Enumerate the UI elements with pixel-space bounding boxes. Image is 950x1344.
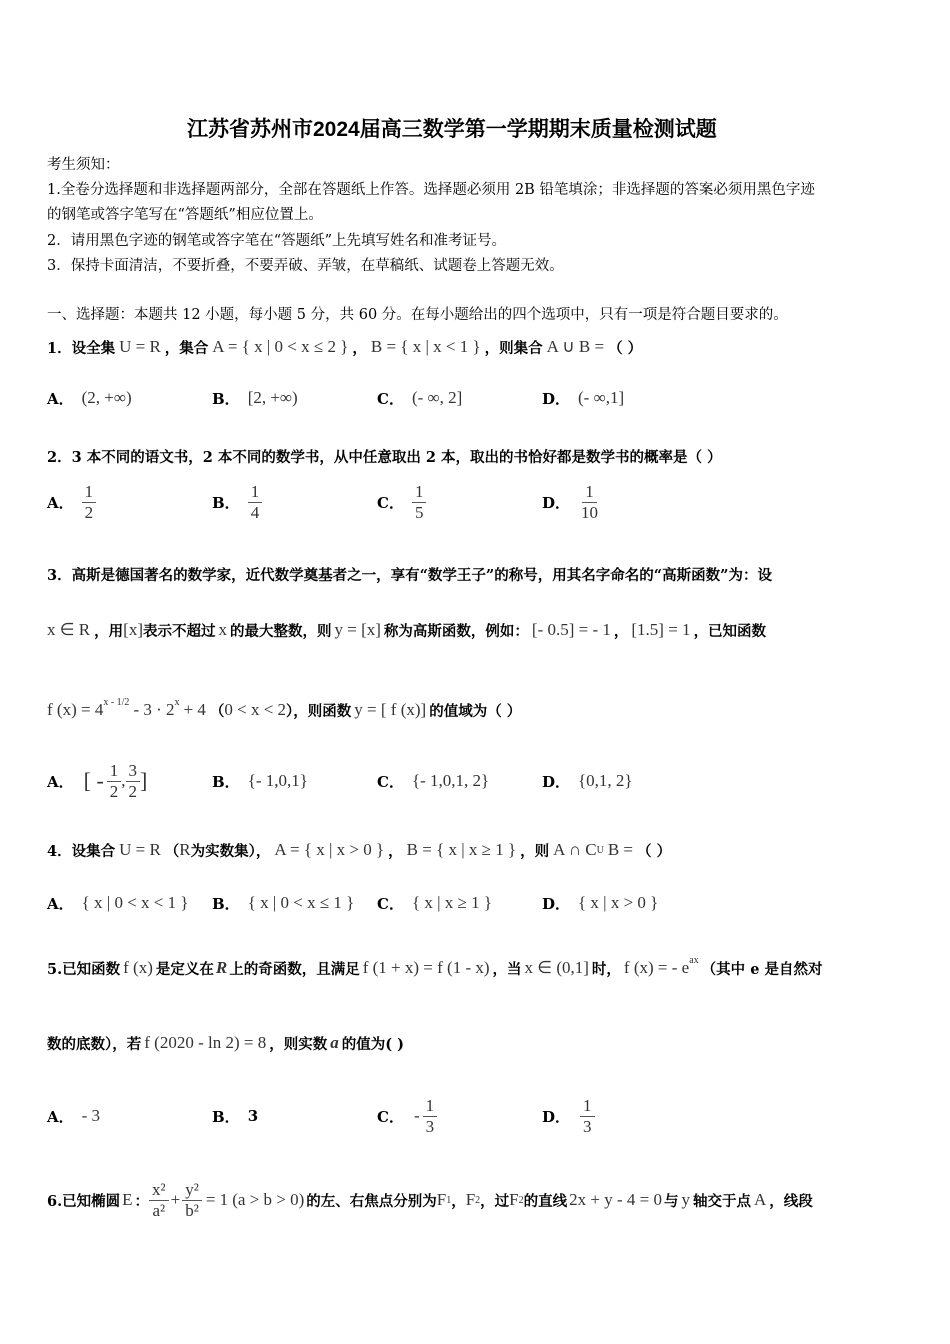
notice-item-1b: 的钢笔或答字笔写在“答题纸”相应位置上。 — [47, 207, 323, 223]
q4-option-b[interactable] — [212, 888, 354, 918]
option-label: D． — [542, 772, 571, 791]
q3-math-exponent: x — [174, 696, 180, 708]
q5-math: f (x) — [123, 958, 153, 977]
q5-option-c[interactable] — [377, 1092, 437, 1140]
q5-option-a[interactable] — [47, 1092, 100, 1140]
option-math: [ - — [83, 768, 104, 793]
q3-math: 0 < x < 2 — [224, 700, 287, 719]
option-label: A． — [47, 389, 74, 408]
q3-math: y = [x] — [334, 620, 381, 639]
q2-option-d[interactable] — [542, 478, 601, 526]
q6-math: A — [753, 1190, 767, 1209]
q4-math: B = { x | x ≥ 1 } — [406, 840, 517, 859]
q5-math: a — [330, 1033, 339, 1052]
q6-math: 2x + y - 4 = 0 — [569, 1190, 662, 1209]
question-5-line-1 — [47, 950, 822, 986]
q1-option-a[interactable] — [47, 383, 132, 413]
q5-math: R — [215, 958, 228, 977]
q6-text: 的直线 — [523, 1192, 568, 1210]
option-label: C． — [377, 493, 404, 512]
option-fraction: $\frac{1}{2}$ — [82, 483, 97, 522]
q6-text: ： — [134, 1192, 150, 1210]
q4-text: 为实数集）， — [190, 842, 271, 860]
option-label: B． — [212, 1107, 240, 1126]
q6-fraction-y: $\frac{\text{y²}}{\text{b²}}$ — [182, 1181, 202, 1220]
q2-option-c[interactable] — [377, 478, 426, 526]
notice-item-3: 3．保持卡面清洁，不要折叠，不要弄破、弄皱，在草稿纸、试题卷上答题无效。 — [47, 258, 564, 274]
q1-text: （ ） — [608, 339, 643, 357]
option-label: D． — [542, 493, 571, 512]
option-math: - 3 — [81, 1106, 101, 1125]
option-fraction: $\frac{1}{10}$ — [581, 481, 599, 522]
q5-math: f (2020 - ln 2) = 8 — [144, 1033, 267, 1052]
q4-math-subscript: U — [596, 844, 604, 856]
option-fraction: $\frac{1}{3}$ — [423, 1097, 438, 1136]
option-math: {0,1, 2} — [578, 771, 633, 790]
q3-option-b[interactable] — [212, 766, 308, 796]
q4-math: U = R — [119, 840, 161, 859]
q1-option-d[interactable] — [542, 383, 624, 413]
option-label: C． — [377, 1107, 404, 1126]
q6-math: F — [509, 1190, 519, 1209]
q5-text: 数的底数），若 — [47, 1035, 142, 1053]
q1-math-set-b: B = { x | x < 1 } — [370, 337, 481, 356]
question-3-line-2 — [47, 612, 766, 648]
q3-math-exponent: x - 1/2 — [103, 696, 130, 708]
q6-math-subscript: 2 — [518, 1194, 524, 1206]
q6-math: + — [170, 1190, 181, 1209]
option-fraction: $\frac{1}{4}$ — [248, 483, 263, 522]
option-label: A． — [47, 772, 74, 791]
q3-text: （ — [209, 702, 225, 720]
q3-math-function: f (x) = 4 — [47, 700, 104, 719]
option-label: B． — [212, 772, 240, 791]
q3-math: + 4 — [183, 700, 206, 719]
q1-text: ， — [352, 339, 367, 357]
notice-item-1a: 1.全卷分选择题和非选择题两部分，全部在答题纸上作答。选择题必须用 2B 铅笔填涂；非选择题的答案必须用黑色字迹 — [47, 182, 815, 198]
q3-math: [- 0.5] = - 1 — [531, 620, 611, 639]
q6-text: 与 — [663, 1192, 679, 1210]
q4-option-a[interactable] — [47, 888, 189, 918]
option-label: B． — [212, 894, 240, 913]
q4-text: （ — [164, 842, 180, 860]
option-math: (- ∞,1] — [578, 388, 625, 407]
q5-option-b[interactable] — [212, 1092, 258, 1140]
option-math: { x | 0 < x ≤ 1 } — [247, 893, 355, 912]
page-title: 江苏省苏州市2024届高三数学第一学期期末质量检测试题 — [187, 118, 717, 141]
question-1-stem — [47, 330, 642, 364]
q5-math: x ∈ (0,1] — [524, 958, 589, 977]
q5-text: 时， — [591, 960, 621, 978]
option-math: - — [413, 1106, 420, 1125]
q6-math: = 1 — [205, 1190, 229, 1209]
q3-math: y = [ f (x)] — [354, 700, 427, 719]
q3-text: ， — [613, 622, 629, 640]
q2-option-a[interactable] — [47, 478, 96, 526]
q5-text: ，则实数 — [269, 1035, 328, 1053]
q1-math-union: A ∪ B = — [546, 337, 605, 356]
q5-text: （其中 e 是自然对 — [701, 960, 823, 978]
q4-text: （ ） — [637, 842, 672, 860]
option-label: A． — [47, 894, 74, 913]
option-math: { x | x ≥ 1 } — [411, 893, 493, 912]
q6-text: 轴交于点 — [692, 1192, 751, 1210]
option-label: A． — [47, 493, 74, 512]
q6-math: (a > b > 0) — [232, 1190, 305, 1209]
q3-text: ，已知函数 — [693, 622, 767, 640]
q3-text: 称为高斯函数，例如： — [383, 622, 529, 640]
option-math: {- 1,0,1} — [247, 771, 308, 790]
q3-text: ，用 — [94, 622, 124, 640]
q1-option-b[interactable] — [212, 383, 298, 413]
q5-option-d[interactable] — [542, 1092, 595, 1140]
q3-option-c[interactable] — [377, 766, 489, 796]
option-fraction: $\frac{1}{2}$ — [107, 762, 122, 801]
q6-math: F — [465, 1190, 476, 1209]
q6-text: ，过 — [480, 1192, 510, 1210]
q5-math-exponent: ax — [689, 954, 699, 966]
option-label: D． — [542, 1107, 571, 1126]
q5-text: 是定义在 — [155, 960, 214, 978]
option-math: ] — [140, 768, 148, 793]
question-6-stem — [47, 1176, 813, 1224]
question-2-stem: 2．3 本不同的语文书，2 本不同的数学书，从中任意取出 2 本，取出的书恰好都是数学书的概率是（ ） — [47, 449, 722, 466]
option-label: C． — [377, 894, 404, 913]
q1-text: 1．设全集 — [47, 339, 116, 357]
q6-text: ，线段 — [769, 1192, 813, 1210]
q1-text: ，集合 — [164, 339, 209, 357]
option-label: B． — [212, 493, 240, 512]
q6-text: ， — [451, 1192, 466, 1210]
question-3-line-1: 3．高斯是德国著名的数学家，近代数学奠基者之一，享有“数学王子”的称号，用其名字命名的“高斯函数”为：设 — [47, 567, 772, 584]
q6-text: 的左、右焦点分别为 — [306, 1192, 437, 1210]
option-label: D． — [542, 389, 571, 408]
q3-text: ），则函数 — [286, 702, 352, 720]
option-fraction: $\frac{1}{5}$ — [412, 483, 427, 522]
q3-text: 的最大整数，则 — [229, 622, 332, 640]
q3-math: x — [218, 620, 227, 639]
q1-option-c[interactable] — [377, 383, 462, 413]
q6-fraction-x: $\frac{\text{x²}}{\text{a²}}$ — [149, 1181, 169, 1220]
question-4-stem — [47, 832, 671, 868]
option-math: {- 1,0,1, 2} — [411, 771, 490, 790]
q4-math: B = — [607, 840, 634, 859]
notice-heading: 考生须知： — [47, 157, 120, 173]
option-math: [2, +∞) — [247, 388, 298, 407]
q5-text: 5.已知函数 — [47, 960, 121, 978]
q3-math: - 3 · 2 — [133, 700, 175, 719]
q3-text: 表示不超过 — [142, 622, 216, 640]
option-fraction: $\frac{3}{2}$ — [126, 762, 141, 801]
q6-math: E — [122, 1190, 133, 1209]
question-3-line-3 — [47, 690, 521, 730]
q4-option-d[interactable] — [542, 888, 658, 918]
q3-option-a[interactable] — [47, 756, 147, 806]
option-fraction: $\frac{1}{3}$ — [580, 1097, 595, 1136]
option-label: A． — [47, 1107, 74, 1126]
q4-text: ，则 — [520, 842, 550, 860]
q6-math: y — [681, 1190, 690, 1209]
q6-text: 6.已知椭圆 — [47, 1192, 121, 1210]
option-math: (- ∞, 2] — [411, 388, 463, 407]
q3-text: 的值域为（ ） — [429, 702, 522, 720]
q1-math-universal-set: U = R — [119, 337, 161, 356]
option-math: 3 — [247, 1107, 259, 1125]
option-label: B． — [212, 389, 240, 408]
option-label: C． — [377, 389, 404, 408]
q2-option-b[interactable] — [212, 478, 262, 526]
option-math: (2, +∞) — [81, 388, 132, 407]
q6-math: F — [436, 1190, 447, 1209]
option-label: C． — [377, 772, 404, 791]
q1-math-set-a: A = { x | 0 < x ≤ 2 } — [212, 337, 349, 356]
q6-math-subscript: 2 — [475, 1194, 481, 1206]
q5-text: 上的奇函数，且满足 — [229, 960, 360, 978]
q6-math-subscript: 1 — [446, 1194, 452, 1206]
q4-text: ， — [388, 842, 403, 860]
q3-option-d[interactable] — [542, 766, 633, 796]
q4-option-c[interactable] — [377, 888, 492, 918]
q5-math: f (1 + x) = f (1 - x) — [362, 958, 490, 977]
q5-text: 的值为( ) — [341, 1035, 404, 1053]
q3-math: [x] — [123, 620, 143, 639]
option-math: { x | x > 0 } — [578, 893, 659, 912]
q5-text: ，当 — [492, 960, 522, 978]
option-math: , — [121, 771, 126, 790]
section-heading: 一、选择题：本题共 12 小题，每小题 5 分，共 60 分。在每小题给出的四个选项中，只有一项是符合题目要求的。 — [47, 307, 788, 323]
option-math: { x | 0 < x < 1 } — [81, 893, 189, 912]
question-5-line-2 — [47, 1025, 404, 1061]
q3-math: x ∈ R — [47, 620, 91, 639]
q4-text: 4．设集合 — [47, 842, 116, 860]
option-label: D． — [542, 894, 571, 913]
q4-math: A ∩ C — [553, 840, 597, 859]
q3-math: [1.5] = 1 — [631, 620, 691, 639]
notice-item-2: 2．请用黑色字迹的钢笔或答字笔在“答题纸”上先填写姓名和准考证号。 — [47, 233, 507, 249]
q4-math: A = { x | x > 0 } — [274, 840, 385, 859]
q5-math: f (x) = - e — [623, 958, 690, 977]
q1-text: ，则集合 — [484, 339, 543, 357]
q4-math: R — [179, 840, 191, 859]
